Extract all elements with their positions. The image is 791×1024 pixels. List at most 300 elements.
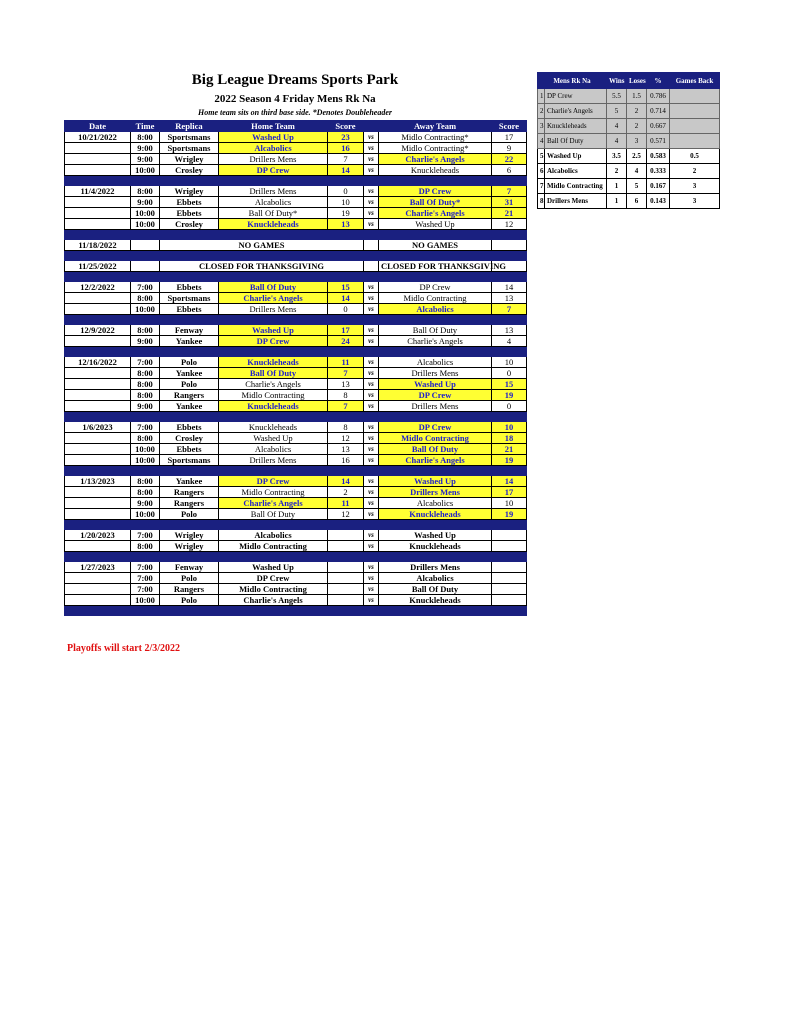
game-time: 10:00 [131,455,160,466]
separator-cell [65,520,527,530]
game-date: 12/2/2022 [65,282,131,293]
field-name: Yankee [160,336,219,347]
field-name: Fenway [160,325,219,336]
away-team: Charlie's Angels [379,208,492,219]
field-name: Ebbets [160,304,219,315]
home-team: Drillers Mens [219,186,328,197]
team-name: Ball Of Duty [545,134,607,149]
home-team: Drillers Mens [219,154,328,165]
team-pct: 0.571 [647,134,670,149]
away-team: Knuckleheads [379,165,492,176]
team-games-back: 0.5 [670,149,720,164]
game-time: 8:00 [131,186,160,197]
team-name: Midlo Contracting [545,179,607,194]
home-score: 14 [328,476,364,487]
home-team: Knuckleheads [219,401,328,412]
home-score: 16 [328,455,364,466]
team-games-back [670,89,720,104]
game-date [65,154,131,165]
home-score: 19 [328,208,364,219]
field-name: Ebbets [160,282,219,293]
schedule-table [64,120,527,616]
home-score [328,573,364,584]
game-row [65,476,527,487]
game-row [65,154,527,165]
away-score [492,240,527,251]
home-score: 10 [328,197,364,208]
team-wins: 4 [607,134,627,149]
field-name: Polo [160,357,219,368]
game-time: 8:00 [131,368,160,379]
game-row [65,444,527,455]
game-time: 7:00 [131,422,160,433]
home-team: DP Crew [219,476,328,487]
game-date: 1/27/2023 [65,562,131,573]
field-name: Yankee [160,401,219,412]
separator-cell [65,176,527,186]
home-score: 14 [328,293,364,304]
standings-row [538,89,720,104]
game-time: 8:00 [131,293,160,304]
team-pct: 0.714 [647,104,670,119]
vs-label: vs [364,336,379,347]
game-date [65,165,131,176]
home-score [328,530,364,541]
game-row [65,573,527,584]
home-score: 0 [328,304,364,315]
home-score [328,562,364,573]
game-time: 10:00 [131,219,160,230]
home-team: Midlo Contracting [219,390,328,401]
standings-header-row [538,73,720,89]
game-time: 10:00 [131,509,160,520]
away-team: Drillers Mens [379,562,492,573]
away-team: Midlo Contracting [379,433,492,444]
vs-label: vs [364,325,379,336]
home-team: Ball Of Duty [219,368,328,379]
away-team: Charlie's Angels [379,455,492,466]
field-name: Yankee [160,368,219,379]
away-team: Midlo Contracting* [379,143,492,154]
home-team: Drillers Mens [219,455,328,466]
game-time: 8:00 [131,541,160,552]
team-wins: 1 [607,194,627,209]
game-time: 9:00 [131,197,160,208]
game-date [65,498,131,509]
team-games-back [670,104,720,119]
standings-row [538,134,720,149]
team-wins: 4 [607,119,627,134]
away-score: 10 [492,498,527,509]
home-team: Knuckleheads [219,357,328,368]
game-time: 9:00 [131,336,160,347]
away-score: 0 [492,368,527,379]
game-date [65,197,131,208]
away-score [492,573,527,584]
team-rank: 1 [538,89,545,104]
away-score [492,541,527,552]
home-team: DP Crew [219,573,328,584]
away-score: 14 [492,476,527,487]
team-loses: 2 [627,119,647,134]
team-loses: 6 [627,194,647,209]
away-team: Ball Of Duty [379,444,492,455]
field-name: Rangers [160,584,219,595]
team-rank: 2 [538,104,545,119]
home-score: 11 [328,498,364,509]
vs-label [364,261,379,272]
away-team: Knuckleheads [379,509,492,520]
vs-label: vs [364,595,379,606]
team-wins: 3.5 [607,149,627,164]
team-wins: 5.5 [607,89,627,104]
vs-label: vs [364,197,379,208]
home-team: Ball Of Duty [219,509,328,520]
away-team: Midlo Contracting* [379,132,492,143]
game-date [65,143,131,154]
home-score: 12 [328,509,364,520]
game-date [65,487,131,498]
game-time: 8:00 [131,390,160,401]
game-time: 10:00 [131,304,160,315]
field-name: Crosley [160,165,219,176]
column-header: Replica [160,121,219,132]
team-pct: 0.167 [647,179,670,194]
week-separator [65,176,527,186]
vs-label: vs [364,357,379,368]
field-name: Yankee [160,476,219,487]
away-team: Washed Up [379,530,492,541]
team-pct: 0.333 [647,164,670,179]
game-row [65,584,527,595]
game-time: 7:00 [131,584,160,595]
field-name: Sportsmans [160,143,219,154]
game-row [65,487,527,498]
team-rank: 6 [538,164,545,179]
game-time: 9:00 [131,154,160,165]
vs-label: vs [364,368,379,379]
vs-label: vs [364,165,379,176]
away-score: 15 [492,379,527,390]
home-team: Ball Of Duty* [219,208,328,219]
game-row [65,208,527,219]
away-team: NO GAMES [379,240,492,251]
week-separator [65,315,527,325]
home-team: Alcabolics [219,143,328,154]
game-date [65,304,131,315]
away-team: Washed Up [379,379,492,390]
game-row [65,509,527,520]
away-team: Washed Up [379,476,492,487]
away-score: 17 [492,132,527,143]
game-time: 7:00 [131,573,160,584]
home-team: Washed Up [219,433,328,444]
vs-label: vs [364,541,379,552]
game-row [65,357,527,368]
team-loses: 1.5 [627,89,647,104]
game-date: 11/25/2022 [65,261,131,272]
game-date [65,455,131,466]
separator-cell [65,552,527,562]
game-row [65,390,527,401]
home-team: DP Crew [219,336,328,347]
standings-row [538,149,720,164]
team-name: Knuckleheads [545,119,607,134]
schedule-header-row [65,121,527,132]
game-date [65,401,131,412]
away-score: 4 [492,336,527,347]
away-score [492,595,527,606]
vs-label: vs [364,208,379,219]
week-separator [65,230,527,240]
away-score: 7 [492,304,527,315]
game-time: 8:00 [131,487,160,498]
home-score: 8 [328,422,364,433]
game-time [131,240,160,251]
standings-row [538,119,720,134]
home-score: 13 [328,444,364,455]
game-date [65,509,131,520]
separator-cell [65,230,527,240]
vs-label: vs [364,304,379,315]
game-time: 7:00 [131,282,160,293]
away-score: 6 [492,165,527,176]
separator-cell [65,347,527,357]
team-pct: 0.143 [647,194,670,209]
home-team: Washed Up [219,325,328,336]
away-team: CLOSED FOR THANKSGIVING [379,261,492,272]
team-name: DP Crew [545,89,607,104]
away-score: 13 [492,325,527,336]
game-row [65,165,527,176]
game-date: 1/13/2023 [65,476,131,487]
team-pct: 0.786 [647,89,670,104]
game-row [65,197,527,208]
team-name: Washed Up [545,149,607,164]
field-name: Wrigley [160,541,219,552]
vs-label: vs [364,132,379,143]
away-score: 0 [492,401,527,412]
separator-cell [65,315,527,325]
home-team: Knuckleheads [219,422,328,433]
away-score [492,562,527,573]
game-row [65,455,527,466]
team-games-back: 3 [670,179,720,194]
away-score: 19 [492,509,527,520]
team-loses: 4 [627,164,647,179]
game-row [65,422,527,433]
away-score: 9 [492,143,527,154]
game-date: 12/16/2022 [65,357,131,368]
game-time: 8:00 [131,476,160,487]
field-name: Wrigley [160,186,219,197]
home-score: 12 [328,433,364,444]
away-team: Ball Of Duty [379,584,492,595]
season-subtitle: 2022 Season 4 Friday Mens Rk Na [214,93,376,105]
game-row [65,541,527,552]
away-score: 7 [492,186,527,197]
field-name: Rangers [160,487,219,498]
game-time: 8:00 [131,132,160,143]
away-team: Charlie's Angels [379,336,492,347]
column-header: Score [328,121,364,132]
field-name: Ebbets [160,422,219,433]
team-games-back [670,134,720,149]
game-time: 10:00 [131,208,160,219]
home-team: Charlie's Angels [219,293,328,304]
away-team: DP Crew [379,390,492,401]
column-header: Score [492,121,527,132]
game-date [65,368,131,379]
home-team: Alcabolics [219,530,328,541]
standings-row [538,194,720,209]
home-score: 14 [328,165,364,176]
week-separator [65,251,527,261]
game-date [65,541,131,552]
game-date: 11/18/2022 [65,240,131,251]
home-score: 23 [328,132,364,143]
game-date: 12/9/2022 [65,325,131,336]
away-score: 19 [492,455,527,466]
vs-label: vs [364,562,379,573]
home-team: NO GAMES [160,240,364,251]
game-time: 7:00 [131,562,160,573]
away-score [492,584,527,595]
field-name: Polo [160,573,219,584]
home-team: Midlo Contracting [219,584,328,595]
game-date: 10/21/2022 [65,132,131,143]
game-row [65,595,527,606]
away-score: 19 [492,390,527,401]
game-time: 10:00 [131,444,160,455]
field-name: Crosley [160,219,219,230]
away-score: 21 [492,208,527,219]
away-team: Alcabolics [379,304,492,315]
game-date [65,336,131,347]
away-score: 31 [492,197,527,208]
home-team: DP Crew [219,165,328,176]
column-header: Time [131,121,160,132]
team-wins: 2 [607,164,627,179]
week-separator [65,412,527,422]
schedule-note: Home team sits on third base side. *Denotes Doubleheader [198,108,392,117]
game-time [131,261,160,272]
away-score: 13 [492,293,527,304]
away-team: Alcabolics [379,573,492,584]
game-row [65,186,527,197]
separator-cell [65,272,527,282]
game-row [65,282,527,293]
vs-label: vs [364,143,379,154]
team-games-back: 2 [670,164,720,179]
separator-cell [65,412,527,422]
away-score: 14 [492,282,527,293]
week-separator [65,272,527,282]
week-separator [65,606,527,616]
away-team: Drillers Mens [379,401,492,412]
game-time: 9:00 [131,498,160,509]
team-games-back [670,119,720,134]
game-time: 9:00 [131,143,160,154]
game-time: 9:00 [131,401,160,412]
team-rank: 4 [538,134,545,149]
vs-label: vs [364,379,379,390]
away-team: DP Crew [379,282,492,293]
away-team: Ball Of Duty* [379,197,492,208]
game-row [65,219,527,230]
team-name: Charlie's Angels [545,104,607,119]
standings-row [538,104,720,119]
week-row [65,261,527,272]
home-score: 7 [328,368,364,379]
game-time: 7:00 [131,530,160,541]
game-date [65,595,131,606]
standings-row [538,179,720,194]
home-score: 13 [328,379,364,390]
field-name: Rangers [160,390,219,401]
away-team: Drillers Mens [379,368,492,379]
game-row [65,368,527,379]
vs-label: vs [364,509,379,520]
game-row [65,530,527,541]
separator-cell [65,606,527,616]
field-name: Wrigley [160,154,219,165]
home-score: 0 [328,186,364,197]
home-score: 17 [328,325,364,336]
team-wins: 1 [607,179,627,194]
game-row [65,379,527,390]
game-date: 1/6/2023 [65,422,131,433]
away-score: 21 [492,444,527,455]
game-row [65,498,527,509]
game-date: 1/20/2023 [65,530,131,541]
home-team: CLOSED FOR THANKSGIVING [160,261,364,272]
game-time: 10:00 [131,165,160,176]
standings-column-header: % [647,73,670,89]
away-score: 10 [492,422,527,433]
away-team: Washed Up [379,219,492,230]
home-score [328,584,364,595]
team-name: Alcabolics [545,164,607,179]
field-name: Polo [160,509,219,520]
home-score: 2 [328,487,364,498]
away-team: DP Crew [379,422,492,433]
column-header [364,121,379,132]
home-team: Alcabolics [219,197,328,208]
game-date [65,379,131,390]
home-team: Alcabolics [219,444,328,455]
home-team: Knuckleheads [219,219,328,230]
vs-label: vs [364,422,379,433]
field-name: Ebbets [160,197,219,208]
home-score: 16 [328,143,364,154]
vs-label: vs [364,498,379,509]
vs-label [364,240,379,251]
field-name: Sportsmans [160,132,219,143]
game-time: 8:00 [131,379,160,390]
game-row [65,143,527,154]
home-team: Charlie's Angels [219,379,328,390]
game-time: 7:00 [131,357,160,368]
field-name: Rangers [160,498,219,509]
home-score: 7 [328,401,364,412]
field-name: Sportsmans [160,293,219,304]
page-title: Big League Dreams Sports Park [191,72,399,88]
team-wins: 5 [607,104,627,119]
game-row [65,132,527,143]
separator-cell [65,251,527,261]
team-games-back: 3 [670,194,720,209]
